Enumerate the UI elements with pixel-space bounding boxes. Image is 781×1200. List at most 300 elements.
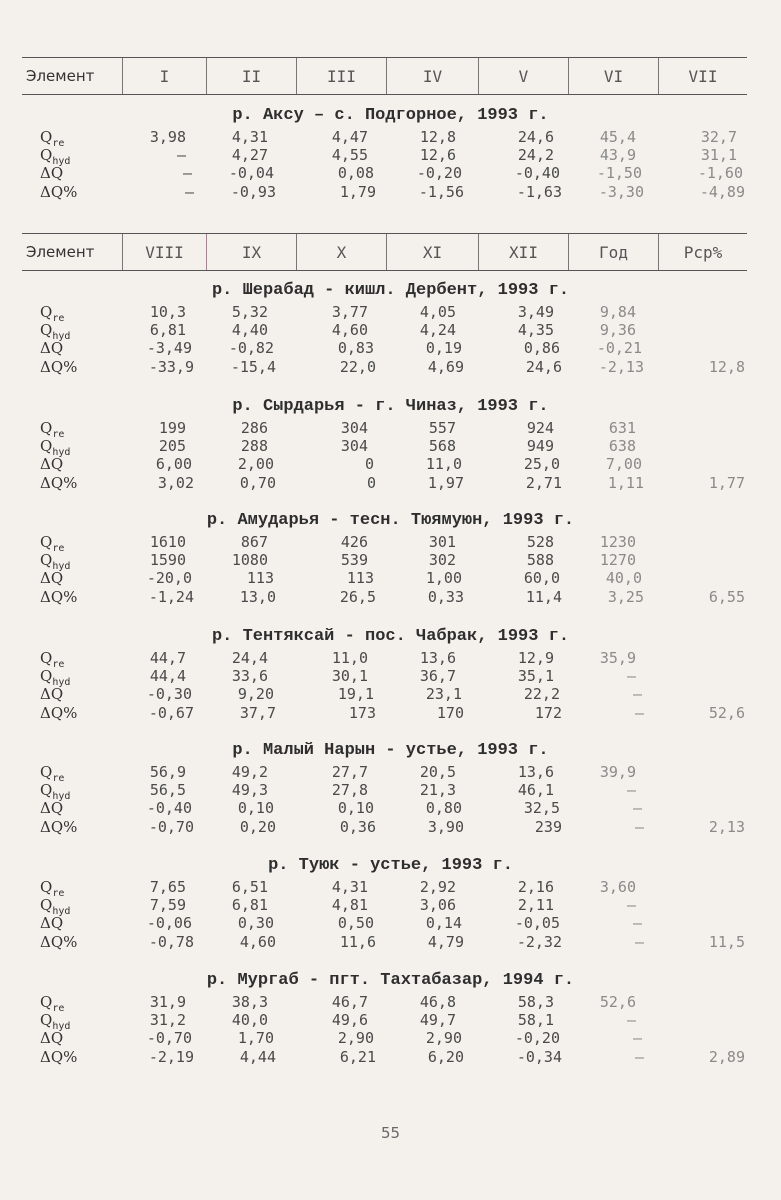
table-cell: 49,3 — [231, 781, 268, 800]
table-cell: 38,3 — [231, 993, 268, 1011]
table-cell: 0,33 — [427, 587, 464, 606]
table-cell: 11,0 — [425, 455, 462, 474]
table-cell: – — [626, 781, 636, 800]
table-cell: 5,32 — [231, 303, 268, 321]
table-cell: 32,5 — [523, 799, 560, 818]
header-cell: IV — [386, 58, 478, 94]
table-cell: 44,7 — [149, 649, 186, 667]
table-cell: 0,36 — [339, 817, 376, 836]
header-cell: XI — [386, 234, 478, 270]
table-cell: 2,92 — [419, 878, 456, 896]
table-cell: 9,20 — [237, 685, 274, 704]
table-row — [0, 164, 781, 182]
table-cell: 11,0 — [331, 649, 368, 667]
table-cell: -0,78 — [148, 932, 194, 951]
table-cell: 3,02 — [157, 473, 194, 492]
table-cell: 46,1 — [517, 781, 554, 800]
row-label-symbol: ΔQ — [40, 164, 64, 183]
row-label-subscript: re — [52, 659, 65, 670]
table-cell: 0,19 — [425, 339, 462, 358]
table-cell: – — [626, 667, 636, 686]
table-cell: 173 — [348, 703, 376, 722]
table-cell: 924 — [526, 419, 554, 437]
row-label — [40, 339, 63, 357]
table-cell: – — [632, 799, 642, 818]
table-cell: 11,5 — [708, 932, 745, 951]
table-cell: 304 — [340, 419, 368, 437]
table-cell: 4,24 — [419, 321, 456, 340]
row-label-symbol: ΔQ% — [40, 182, 78, 201]
table-cell: 0,83 — [337, 339, 374, 358]
table-cell: -1,60 — [697, 164, 743, 183]
table-cell: 867 — [240, 533, 268, 551]
row-label-symbol: ΔQ% — [40, 817, 78, 836]
table-cell: 56,5 — [149, 781, 186, 800]
table-cell: 4,79 — [427, 932, 464, 951]
row-label — [40, 704, 77, 722]
table-cell: 46,8 — [419, 993, 456, 1011]
header-cell: III — [296, 58, 386, 94]
table-cell: – — [182, 164, 192, 183]
table-cell: 58,1 — [517, 1011, 554, 1030]
header-cell: I — [122, 58, 206, 94]
table-cell: 10,3 — [149, 303, 186, 321]
table-cell: -0,20 — [416, 164, 462, 183]
row-label-subscript: re — [52, 773, 65, 784]
row-label — [40, 164, 63, 182]
table-cell: 24,2 — [517, 146, 554, 165]
row-label-symbol: Q — [40, 896, 53, 915]
header-cell: V — [478, 58, 568, 94]
table-cell: -0,40 — [146, 799, 192, 818]
table-cell: 631 — [608, 419, 636, 437]
section-title: р. Сырдарья - г. Чиназ, 1993 г. — [232, 397, 549, 416]
row-label-symbol: ΔQ% — [40, 357, 78, 376]
row-label-subscript: re — [52, 543, 65, 554]
table-cell: 35,1 — [517, 667, 554, 686]
table-cell: -0,82 — [228, 339, 274, 358]
table-cell: 40,0 — [605, 569, 642, 588]
table-cell: 3,98 — [149, 128, 186, 146]
table-row — [0, 437, 781, 459]
table-cell: 43,9 — [599, 146, 636, 165]
table-row — [0, 1048, 781, 1066]
row-label-symbol: Q — [40, 1011, 53, 1030]
row-label — [40, 799, 63, 817]
table-cell: 2,90 — [425, 1029, 462, 1048]
table-cell: -1,63 — [516, 182, 562, 201]
table-cell: -33,9 — [148, 357, 194, 376]
table-cell: 4,55 — [331, 146, 368, 165]
row-label-subscript: hyd — [52, 1021, 71, 1033]
table-row — [0, 799, 781, 817]
table-row — [0, 588, 781, 606]
table-cell: -0,30 — [146, 685, 192, 704]
row-label-subscript: re — [52, 138, 65, 149]
row-label-subscript: re — [52, 429, 65, 440]
table-cell: 239 — [534, 817, 562, 836]
table-cell: 7,65 — [149, 878, 186, 896]
table-cell: 6,55 — [708, 587, 745, 606]
table-cell: 2,13 — [708, 817, 745, 836]
table-cell: 3,06 — [419, 896, 456, 915]
page-number: 55 — [380, 1124, 401, 1142]
table-cell: 1,77 — [708, 473, 745, 492]
table-cell: 0,10 — [237, 799, 274, 818]
row-label — [40, 474, 77, 492]
table-row — [0, 455, 781, 473]
table-cell: 13,6 — [419, 649, 456, 667]
row-label-subscript: hyd — [52, 906, 71, 918]
table-cell: – — [184, 182, 194, 201]
table-cell: -1,24 — [148, 587, 194, 606]
table-cell: 1270 — [599, 551, 636, 570]
table-cell: 6,81 — [231, 896, 268, 915]
table-row — [0, 183, 781, 201]
table-cell: 32,7 — [700, 128, 737, 146]
table-cell: -0,34 — [516, 1047, 562, 1066]
table-cell: 302 — [428, 551, 456, 570]
table-cell: 33,6 — [231, 667, 268, 686]
table-cell: 26,5 — [339, 587, 376, 606]
table-row — [0, 914, 781, 932]
table-row — [0, 569, 781, 587]
row-label-symbol: ΔQ — [40, 685, 64, 704]
table-cell: 20,5 — [419, 763, 456, 781]
table-cell: 199 — [158, 419, 186, 437]
table-cell: -0,93 — [230, 182, 276, 201]
row-label — [40, 588, 77, 606]
section-title: р. Аксу – с. Подгорное, 1993 г. — [232, 106, 549, 125]
table-cell: 4,60 — [331, 321, 368, 340]
row-label-symbol: Q — [40, 993, 53, 1011]
table-cell: 4,69 — [427, 357, 464, 376]
table-cell: 7,59 — [149, 896, 186, 915]
table-cell: 4,31 — [231, 128, 268, 146]
table-cell: 46,7 — [331, 993, 368, 1011]
table-cell: 949 — [526, 437, 554, 456]
table-cell: 24,6 — [517, 128, 554, 146]
table-cell: 3,90 — [427, 817, 464, 836]
table-cell: 1,79 — [339, 182, 376, 201]
table-cell: 22,2 — [523, 685, 560, 704]
table-cell: 2,90 — [337, 1029, 374, 1048]
table-row — [0, 474, 781, 492]
table-cell: 1,97 — [427, 473, 464, 492]
table-cell: -0,06 — [146, 914, 192, 933]
table-cell: 36,7 — [419, 667, 456, 686]
table-cell: 568 — [428, 437, 456, 456]
table-cell: -4,89 — [699, 182, 745, 201]
table-cell: 27,7 — [331, 763, 368, 781]
table-cell: -0,21 — [596, 339, 642, 358]
header-cell: Элемент — [26, 243, 95, 261]
table-cell: – — [634, 1047, 644, 1066]
row-label-symbol: Q — [40, 146, 53, 165]
table-cell: 4,81 — [331, 896, 368, 915]
table-cell: 0,10 — [337, 799, 374, 818]
header-cell: Год — [568, 234, 658, 270]
table-cell: -0,20 — [514, 1029, 560, 1048]
row-label-symbol: Q — [40, 419, 53, 437]
table-cell: – — [626, 896, 636, 915]
table-cell: 301 — [428, 533, 456, 551]
row-label — [40, 455, 63, 473]
table-cell: 557 — [428, 419, 456, 437]
table-cell: 304 — [340, 437, 368, 456]
table-cell: -20,0 — [146, 569, 192, 588]
table-cell: 1,11 — [607, 473, 644, 492]
table-cell: -1,50 — [596, 164, 642, 183]
table-row — [0, 533, 781, 554]
table-cell: 288 — [240, 437, 268, 456]
table-row — [0, 818, 781, 836]
table-cell: -0,70 — [148, 817, 194, 836]
table-cell: 4,60 — [239, 932, 276, 951]
table-cell: 11,4 — [525, 587, 562, 606]
table-cell: 9,36 — [599, 321, 636, 340]
header-cell: XII — [478, 234, 568, 270]
row-label-subscript: re — [52, 1003, 65, 1014]
table-cell: 58,3 — [517, 993, 554, 1011]
table-cell: 44,4 — [149, 667, 186, 686]
table-cell: 170 — [436, 703, 464, 722]
table-cell: 3,49 — [517, 303, 554, 321]
row-label-subscript: re — [52, 313, 65, 324]
table-cell: 0,80 — [425, 799, 462, 818]
table-cell: – — [632, 914, 642, 933]
table-cell: – — [626, 1011, 636, 1030]
table-cell: -2,32 — [516, 932, 562, 951]
row-label-symbol: Q — [40, 551, 53, 570]
row-label — [40, 358, 77, 376]
table-row — [0, 878, 781, 899]
row-label-symbol: Q — [40, 533, 53, 551]
table-cell: 0,20 — [239, 817, 276, 836]
row-label-symbol: Q — [40, 128, 53, 146]
table-cell: 6,00 — [155, 455, 192, 474]
table-row — [0, 763, 781, 784]
row-label-subscript: re — [52, 888, 65, 899]
table-cell: 1610 — [149, 533, 186, 551]
header-cell: IX — [206, 234, 296, 270]
header-cell: Элемент — [26, 67, 95, 85]
row-label-symbol: Q — [40, 649, 53, 667]
table-row — [0, 358, 781, 376]
table-row — [0, 667, 781, 689]
row-label-symbol: Q — [40, 781, 53, 800]
row-label — [40, 933, 77, 951]
table-cell: 31,9 — [149, 993, 186, 1011]
row-label-subscript: hyd — [52, 331, 71, 343]
table-row — [0, 1011, 781, 1033]
table-cell: 4,40 — [231, 321, 268, 340]
table-row — [0, 1029, 781, 1047]
table-row — [0, 781, 781, 803]
table-cell: 49,2 — [231, 763, 268, 781]
table-cell: 24,6 — [525, 357, 562, 376]
table-cell: 2,71 — [525, 473, 562, 492]
row-label-symbol: ΔQ — [40, 799, 64, 818]
table-cell: 12,8 — [708, 357, 745, 376]
table-cell: 6,51 — [231, 878, 268, 896]
table-cell: 12,8 — [419, 128, 456, 146]
table-cell: 2,16 — [517, 878, 554, 896]
table-cell: – — [632, 685, 642, 704]
row-label-symbol: Q — [40, 667, 53, 686]
table-cell: 35,9 — [599, 649, 636, 667]
row-label-symbol: ΔQ% — [40, 1047, 78, 1066]
table-row — [0, 933, 781, 951]
header-cell: X — [296, 234, 386, 270]
table-cell: 426 — [340, 533, 368, 551]
row-label — [40, 1029, 63, 1047]
table-cell: 528 — [526, 533, 554, 551]
table-cell: 23,1 — [425, 685, 462, 704]
table-cell: -0,67 — [148, 703, 194, 722]
table-row — [0, 993, 781, 1014]
table2-header — [22, 233, 747, 271]
table1-header — [22, 57, 747, 95]
table-cell: 27,8 — [331, 781, 368, 800]
table-cell: 4,31 — [331, 878, 368, 896]
row-label-subscript: hyd — [52, 677, 71, 689]
table-cell: 40,0 — [231, 1011, 268, 1030]
section-title: р. Мургаб - пгт. Тахтабазар, 1994 г. — [206, 971, 575, 990]
table-cell: 7,00 — [605, 455, 642, 474]
header-cell: Pср% — [658, 234, 747, 270]
table-row — [0, 128, 781, 149]
table-cell: -0,04 — [228, 164, 274, 183]
row-label-symbol: Q — [40, 303, 53, 321]
table-cell: 4,27 — [231, 146, 268, 165]
table-cell: 0,30 — [237, 914, 274, 933]
table-cell: 56,9 — [149, 763, 186, 781]
header-cell: VIII — [122, 234, 206, 270]
table-cell: 9,84 — [599, 303, 636, 321]
row-label-symbol: ΔQ — [40, 1029, 64, 1048]
table-cell: 0,08 — [337, 164, 374, 183]
table-cell: 1230 — [599, 533, 636, 551]
table-cell: 11,6 — [339, 932, 376, 951]
table-cell: -0,40 — [514, 164, 560, 183]
table-cell: 6,21 — [339, 1047, 376, 1066]
table-cell: -2,19 — [148, 1047, 194, 1066]
table-cell: 37,7 — [239, 703, 276, 722]
table-cell: 25,0 — [523, 455, 560, 474]
table-row — [0, 685, 781, 703]
row-label-subscript: hyd — [52, 156, 71, 168]
section-title: р. Туюк - устье, 1993 г. — [268, 856, 513, 875]
section-title: р. Малый Нарын - устье, 1993 г. — [232, 741, 549, 760]
table-cell: 205 — [158, 437, 186, 456]
table-cell: 2,00 — [237, 455, 274, 474]
table-cell: 3,25 — [607, 587, 644, 606]
table-cell: -15,4 — [230, 357, 276, 376]
table-cell: – — [176, 146, 186, 165]
table-cell: -2,13 — [598, 357, 644, 376]
table-cell: 60,0 — [523, 569, 560, 588]
table-cell: -3,49 — [146, 339, 192, 358]
table-row — [0, 146, 781, 168]
header-cell: VI — [568, 58, 658, 94]
row-label — [40, 569, 63, 587]
table-cell: 31,2 — [149, 1011, 186, 1030]
table-cell: 52,6 — [708, 703, 745, 722]
table-cell: 638 — [608, 437, 636, 456]
table-cell: 1080 — [231, 551, 268, 570]
row-label-subscript: hyd — [52, 561, 71, 573]
table-cell: 113 — [246, 569, 274, 588]
table-row — [0, 896, 781, 918]
row-label-symbol: ΔQ% — [40, 703, 78, 722]
table-cell: 1,00 — [425, 569, 462, 588]
table-row — [0, 321, 781, 343]
table-cell: 12,9 — [517, 649, 554, 667]
row-label — [40, 1048, 77, 1066]
table-cell: 4,44 — [239, 1047, 276, 1066]
table-cell: -3,30 — [598, 182, 644, 201]
row-label — [40, 914, 63, 932]
table-cell: 2,89 — [708, 1047, 745, 1066]
table-cell: 30,1 — [331, 667, 368, 686]
section-title: р. Шерабад - кишл. Дербент, 1993 г. — [211, 281, 570, 300]
table-cell: 6,20 — [427, 1047, 464, 1066]
table-row — [0, 419, 781, 440]
table-cell: 24,4 — [231, 649, 268, 667]
row-label-symbol: ΔQ — [40, 339, 64, 358]
table-cell: 49,7 — [419, 1011, 456, 1030]
table-cell: 539 — [340, 551, 368, 570]
section-title: р. Тентяксай - пос. Чабрак, 1993 г. — [211, 627, 570, 646]
row-label-symbol: Q — [40, 437, 53, 456]
table-row — [0, 303, 781, 324]
header-cell: VII — [658, 58, 747, 94]
table-cell: 172 — [534, 703, 562, 722]
table-row — [0, 704, 781, 722]
row-label-symbol: Q — [40, 878, 53, 896]
table-cell: 588 — [526, 551, 554, 570]
row-label — [40, 685, 63, 703]
row-label-symbol: ΔQ% — [40, 473, 78, 492]
row-label-symbol: ΔQ% — [40, 587, 78, 606]
table-cell: 113 — [346, 569, 374, 588]
table-cell: 22,0 — [339, 357, 376, 376]
table-cell: 0 — [364, 455, 374, 474]
table-cell: 0,86 — [523, 339, 560, 358]
row-label — [40, 183, 77, 201]
table-cell: 1,70 — [237, 1029, 274, 1048]
row-label-symbol: ΔQ% — [40, 932, 78, 951]
table-cell: 1590 — [149, 551, 186, 570]
table-row — [0, 649, 781, 670]
table-cell: – — [632, 1029, 642, 1048]
header-cell: II — [206, 58, 296, 94]
table-cell: 52,6 — [599, 993, 636, 1011]
row-label-symbol: ΔQ — [40, 914, 64, 933]
table-cell: -0,70 — [146, 1029, 192, 1048]
table-cell: – — [634, 703, 644, 722]
table-cell: – — [634, 932, 644, 951]
table-cell: 0,14 — [425, 914, 462, 933]
table-cell: -0,05 — [514, 914, 560, 933]
table-cell: 19,1 — [337, 685, 374, 704]
table-cell: 13,0 — [239, 587, 276, 606]
table-cell: 3,60 — [599, 878, 636, 896]
table-cell: 4,47 — [331, 128, 368, 146]
table-cell: 21,3 — [419, 781, 456, 800]
table-cell: 3,77 — [331, 303, 368, 321]
